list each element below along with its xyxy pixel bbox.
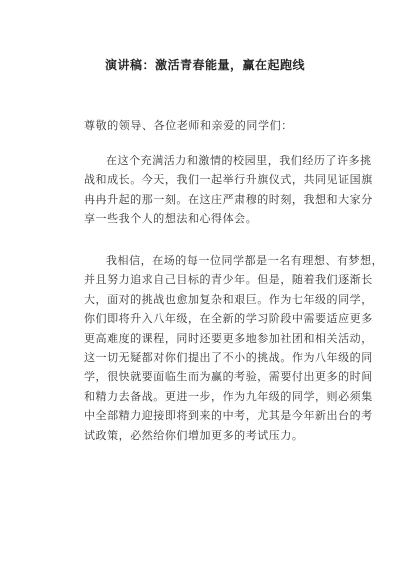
paragraph-line: 你们即将升入八年级，在全新的学习阶段中需要适应更多 bbox=[84, 312, 373, 326]
greeting-line: 尊敬的领导、各位老师和亲爱的同学们： bbox=[84, 119, 293, 132]
paragraph-line: 冉冉升起的那一刻。在这庄严肃穆的时刻，我想和大家分 bbox=[84, 192, 373, 206]
paragraph-line: 试政策，必然给你们增加更多的考试压力。 bbox=[84, 428, 304, 442]
paragraph-line: 大，面对的挑战也愈加复杂和艰巨。作为七年级的同学， bbox=[84, 292, 373, 306]
paragraph-line: 更高难度的课程，同时还要更多地参加社团和相关活动， bbox=[84, 331, 373, 345]
paragraph-line: 和精力去备战。更进一步，作为九年级的同学，则必须集 bbox=[84, 389, 373, 403]
paragraph-line: 学，很快就要面临生而为赢的考验，需要付出更多的时间 bbox=[84, 370, 373, 384]
paragraph-line: 战和成长。今天，我们一起举行升旗仪式，共同见证国旗 bbox=[84, 173, 373, 187]
paragraph-1 bbox=[84, 151, 373, 229]
paragraph-line: 我相信，在场的每一位同学都是一名有理想、有梦想， bbox=[106, 254, 384, 267]
paragraph-line: 这一切无疑都对你们提出了不小的挑战。作为八年级的同 bbox=[84, 351, 373, 365]
paragraph-line: 享一些我个人的想法和心得体会。 bbox=[84, 212, 258, 226]
paragraph-line: 在这个充满活力和激情的校园里，我们经历了许多挑 bbox=[106, 154, 372, 167]
paragraph-line: 中全部精力迎接即将到来的中考，尤其是今年新出台的考 bbox=[84, 409, 373, 423]
document-title: 演讲稿：激活青春能量，赢在起跑线 bbox=[104, 58, 305, 72]
paragraph-line: 并且努力追求自己目标的青少年。但是，随着我们逐渐长 bbox=[84, 273, 373, 287]
paragraph-2 bbox=[84, 251, 384, 445]
